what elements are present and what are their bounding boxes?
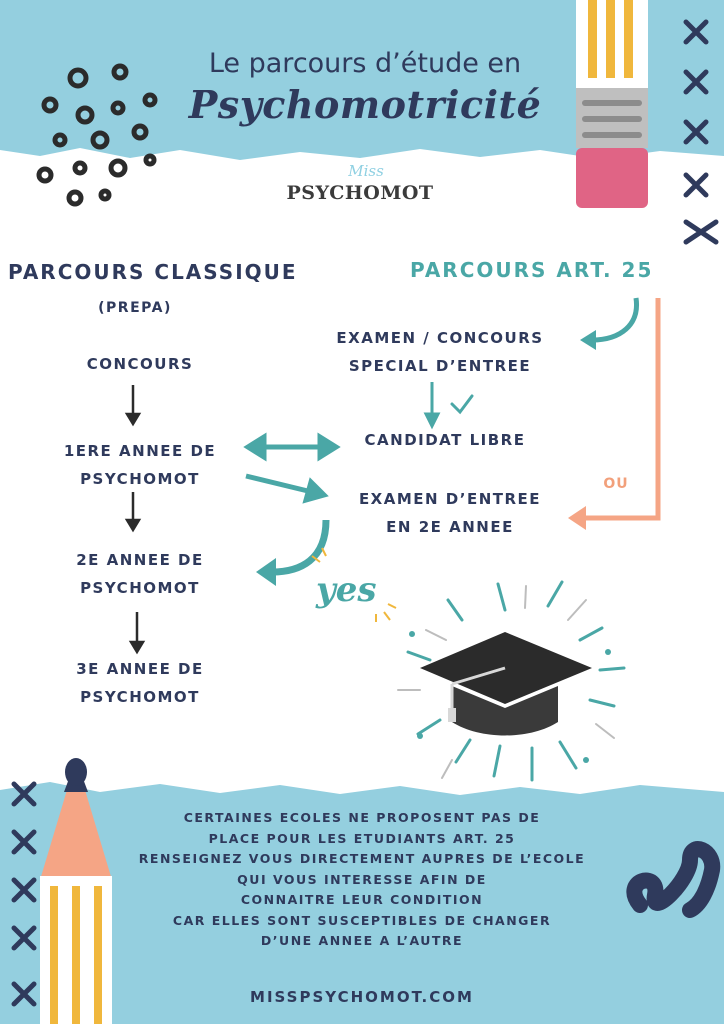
pencil-icon bbox=[40, 758, 112, 1024]
torn-edge-bottom bbox=[0, 760, 724, 795]
heading-parcours-art25: PARCOURS ART. 25 bbox=[410, 258, 654, 282]
squiggle-icon bbox=[634, 849, 712, 910]
website-link[interactable]: MISSPSYCHOMOT.COM bbox=[250, 988, 474, 1006]
footer-line: CONNAITRE LEUR CONDITION bbox=[240, 892, 484, 907]
page-title: Le parcours d’étude en bbox=[208, 48, 522, 79]
step-examen-concours-line2: SPECIAL D’ENTREE bbox=[348, 357, 532, 375]
footer-line: RENSEIGNEZ VOUS DIRECTEMENT AUPRES DE L’ECOLE bbox=[138, 851, 586, 866]
step-1ere-annee-line2: PSYCHOMOT bbox=[80, 470, 200, 488]
footer-line: CAR ELLES SONT SUSCEPTIBLES DE CHANGER bbox=[172, 912, 552, 928]
step-candidat-libre: CANDIDAT LIBRE bbox=[364, 431, 526, 449]
footer-line: PLACE POUR LES ETUDIANTS ART. 25 bbox=[208, 830, 516, 846]
footer-note bbox=[120, 808, 604, 952]
pencil-icon bbox=[576, 0, 648, 208]
graduation-cap-icon bbox=[398, 582, 624, 780]
subheading-prepa: (PREPA) bbox=[98, 300, 172, 316]
cross-marks-icon bbox=[686, 22, 716, 242]
arrow-to-exam-2e bbox=[246, 476, 324, 500]
step-1ere-annee bbox=[40, 437, 240, 493]
step-2e-annee bbox=[40, 546, 240, 602]
footer-line: D’UNE ANNEE A L’AUTRE bbox=[260, 933, 464, 948]
step-examen-2e-line1: EXAMEN D’ENTREE bbox=[358, 490, 542, 508]
down-arrow-exam bbox=[426, 382, 438, 426]
logo-small-text: Miss bbox=[348, 162, 384, 180]
step-2e-annee-line2: PSYCHOMOT bbox=[80, 579, 200, 597]
label-yes: yes bbox=[316, 570, 377, 610]
curved-arrow-art25 bbox=[592, 298, 637, 340]
checkmark-icon bbox=[452, 396, 472, 412]
step-examen-2e-line2: EN 2E ANNEE bbox=[386, 518, 514, 536]
step-examen-concours bbox=[300, 324, 580, 380]
step-examen-2e-annee bbox=[320, 485, 580, 541]
footer-line: QUI VOUS INTERESSE AFIN DE bbox=[237, 871, 487, 887]
step-3e-annee bbox=[40, 655, 240, 711]
heading-parcours-classique: PARCOURS CLASSIQUE bbox=[8, 260, 298, 284]
step-2e-annee-line1: 2E ANNEE DE bbox=[76, 551, 204, 569]
curved-arrow-yes bbox=[272, 520, 326, 572]
step-examen-concours-line1: EXAMEN / CONCOURS bbox=[336, 329, 544, 347]
step-3e-annee-line2: PSYCHOMOT bbox=[80, 688, 200, 706]
footer-line: CERTAINES ECOLES NE PROPOSENT PAS DE bbox=[183, 810, 541, 825]
page-title-script: Psychomotricité bbox=[188, 82, 542, 127]
step-concours: CONCOURS bbox=[86, 355, 194, 373]
step-1ere-annee-line1: 1ERE ANNEE DE bbox=[63, 442, 217, 460]
double-arrow-icon bbox=[248, 437, 336, 457]
label-ou: OU bbox=[603, 476, 629, 492]
step-3e-annee-line1: 3E ANNEE DE bbox=[76, 660, 204, 678]
down-arrows-classique bbox=[127, 385, 143, 652]
logo-main-text: PSYCHOMOT bbox=[286, 182, 434, 204]
dots-pattern-icon bbox=[39, 66, 155, 204]
cross-marks-icon bbox=[14, 784, 34, 1004]
